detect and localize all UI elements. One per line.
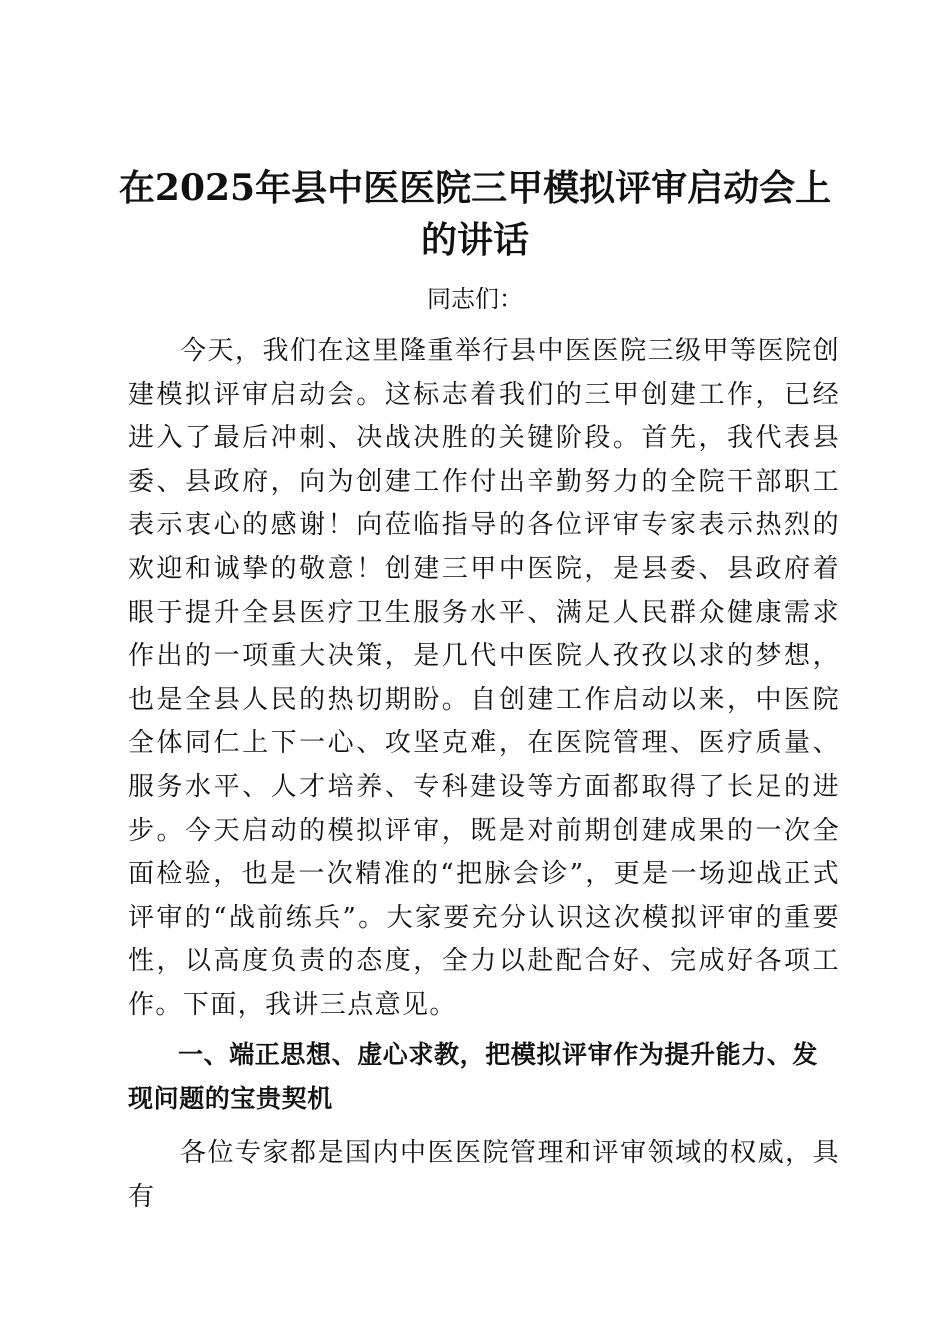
section-heading: 一、端正思想、虚心求教，把模拟评审作为提升能力、发现问题的宝贵契机 bbox=[128, 1040, 819, 1113]
salutation: 同志们： bbox=[427, 285, 523, 313]
document-title: 在2025年县中医医院三甲模拟评审启动会上的讲话 bbox=[118, 167, 832, 261]
body-paragraph: 各位专家都是国内中医医院管理和评审领域的权威，具有 bbox=[128, 1138, 840, 1212]
body-paragraph: 今天，我们在这里隆重举行县中医医院三级甲等医院创建模拟评审启动会。这标志着我们的三甲创建工作，已经进入了最后冲刺、决战决胜的关键阶段。首先，我代表县委、县政府，向为创建工作付出辛勤努力的全院干部职工表示衷心的感谢！向莅临指导的各位评审专家表示热烈的欢迎和诚挚的敬意！创建三甲中医院，是县委、县政府着眼于提升全县医疗卫生服务水平、满足人民群众健康需求作出的一项重大决策，是几代中医院人孜孜以求的梦想，也是全县人民的热切期盼。自创建工作启动以来，中医院全体同仁上下一心、攻坚克难，在医院管理、医疗质量、服务水平、人才培养、专科建设等方面都取得了长足的进步。今天启动的模拟评审，既是对前期创建成果的一次全面检验，也是一次精准的“把脉会诊”，更是一场迎战正式评审的“战前练兵”。大家要充分认识这次模拟评审的重要性，以高度负责的态度，全力以赴配合好、完成好各项工作。下面，我讲三点意见。 bbox=[128, 336, 840, 1020]
